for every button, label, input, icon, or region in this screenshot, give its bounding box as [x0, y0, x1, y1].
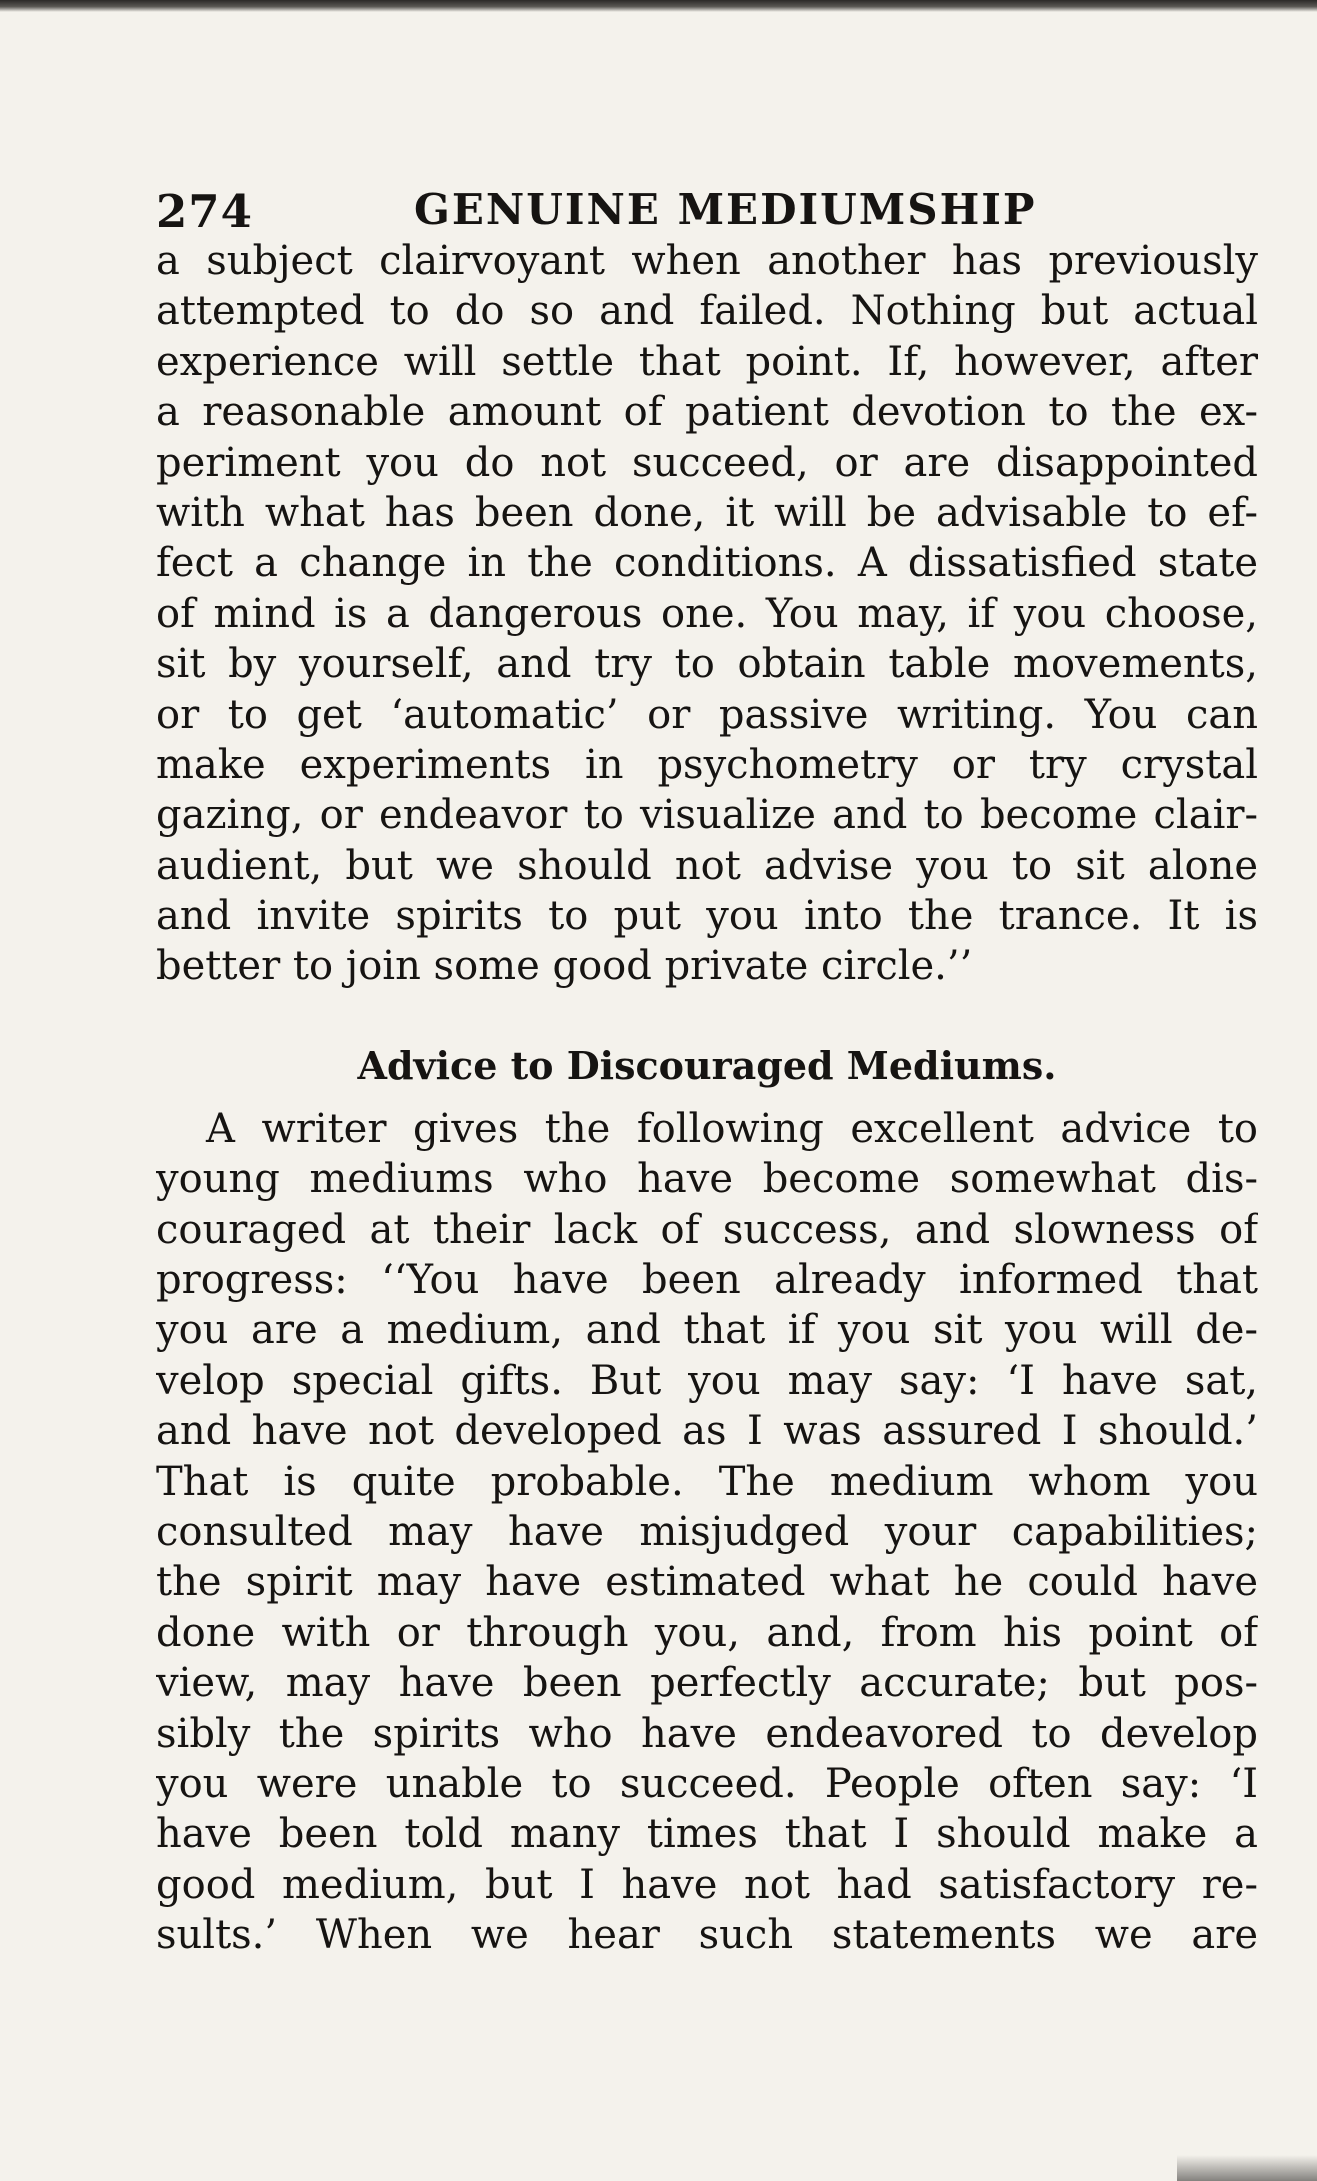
- text-line: audient, but we should not advise you to sit alone: [156, 842, 1258, 889]
- text-line: with what has been done, it will be advisable to ef-: [156, 489, 1258, 536]
- scan-bottom-edge: [1177, 2155, 1317, 2181]
- text-line: you are a medium, and that if you sit you will de-: [156, 1307, 1258, 1354]
- text-line: consulted may have misjudged your capabilities;: [156, 1508, 1258, 1555]
- text-line: the spirit may have estimated what he could have: [156, 1559, 1258, 1606]
- text-line: make experiments in psychometry or try crystal: [156, 741, 1258, 788]
- paragraph-advice: [156, 1104, 1258, 1961]
- text-line: periment you do not succeed, or are disappointed: [156, 439, 1258, 486]
- running-head: [156, 150, 1258, 236]
- text-line: A writer gives the following excellent advice to: [206, 1105, 1258, 1152]
- text-line: fect a change in the conditions. A dissatisfied state: [156, 540, 1258, 587]
- book-page: [156, 150, 1258, 1961]
- text-line: sit by yourself, and try to obtain table movements,: [156, 641, 1258, 688]
- text-line: view, may have been perfectly accurate; but pos-: [156, 1660, 1258, 1707]
- text-line: progress: ‘‘You have been already informed that: [156, 1257, 1258, 1304]
- text-line: couraged at their lack of success, and slowness of: [156, 1206, 1258, 1253]
- text-line: sults.’ When we hear such statements we are: [156, 1912, 1258, 1959]
- text-line: attempted to do so and failed. Nothing but actual: [156, 288, 1258, 335]
- section-heading: Advice to Discouraged Mediums.: [357, 1042, 1057, 1088]
- running-title: GENUINE MEDIUMSHIP: [414, 185, 1037, 234]
- text-line: better to join some good private circle.’’: [156, 943, 973, 990]
- scan-top-edge: [0, 0, 1317, 12]
- text-line: sibly the spirits who have endeavored to develop: [156, 1710, 1258, 1757]
- text-line: a subject clairvoyant when another has previously: [156, 238, 1258, 284]
- text-line: That is quite probable. The medium whom you: [156, 1458, 1258, 1505]
- text-line: young mediums who have become somewhat dis-: [156, 1156, 1258, 1203]
- text-line: experience will settle that point. If, however, after: [156, 338, 1258, 385]
- text-line: of mind is a dangerous one. You may, if you choose,: [156, 590, 1258, 637]
- text-line: a reasonable amount of patient devotion to the ex-: [156, 389, 1258, 436]
- text-line: velop special gifts. But you may say: ‘I have sat,: [156, 1357, 1258, 1404]
- text-line: gazing, or endeavor to visualize and to become clair-: [156, 792, 1258, 839]
- page-number: 274: [156, 185, 253, 238]
- text-line: or to get ‘automatic’ or passive writing. You can: [156, 691, 1258, 738]
- paragraph-continued: [156, 236, 1258, 992]
- text-line: have been told many times that I should make a: [156, 1811, 1258, 1858]
- text-line: and have not developed as I was assured I should.’: [156, 1408, 1258, 1455]
- text-line: and invite spirits to put you into the trance. It is: [156, 893, 1258, 940]
- text-line: done with or through you, and, from his point of: [156, 1609, 1258, 1656]
- text-line: good medium, but I have not had satisfactory re-: [156, 1861, 1258, 1908]
- text-line: you were unable to succeed. People often say: ‘I: [156, 1760, 1258, 1807]
